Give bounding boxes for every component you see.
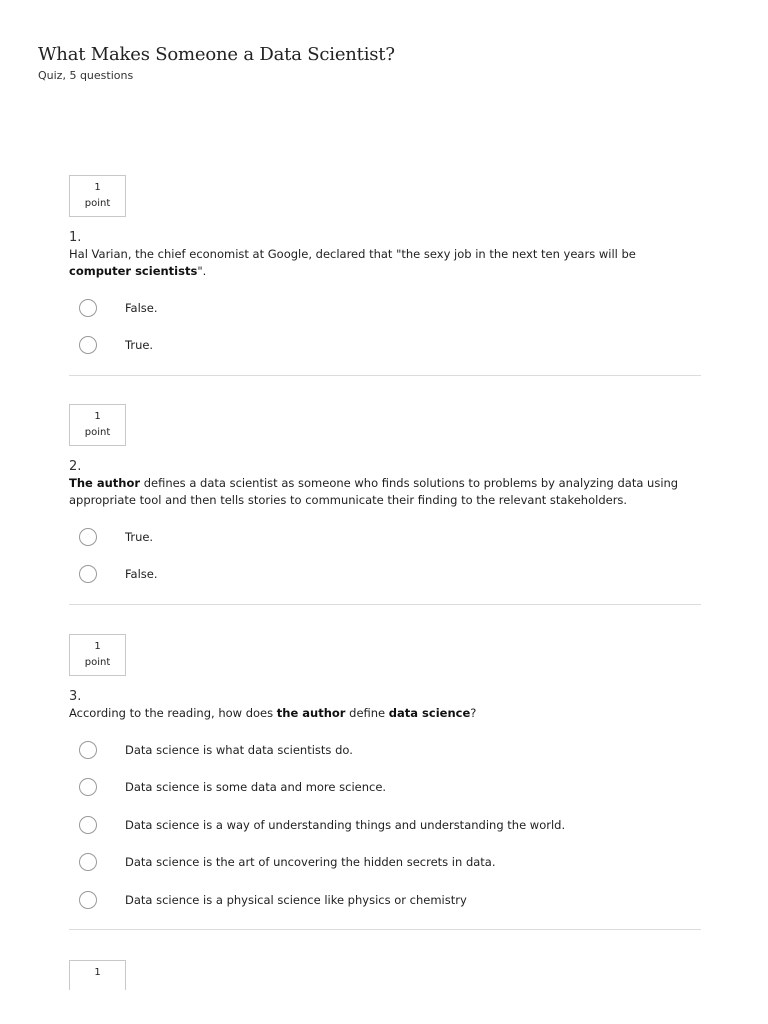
points-box: [69, 175, 126, 217]
points-box: [69, 960, 126, 990]
question-4: [69, 960, 126, 990]
radio-button[interactable]: [79, 778, 97, 796]
answer-option[interactable]: [69, 518, 701, 556]
radio-button[interactable]: [79, 891, 97, 909]
answer-option-label[interactable]: True.: [125, 529, 154, 544]
points-value: 1: [94, 411, 101, 422]
points-box: [69, 634, 126, 676]
question-text-bold: the author: [276, 706, 346, 720]
question-number: 3.: [69, 689, 82, 704]
question-text: [69, 246, 701, 280]
points-unit: point: [84, 657, 111, 668]
question-number: 1.: [69, 230, 82, 245]
answer-option-label[interactable]: False.: [125, 300, 158, 315]
answer-option-label[interactable]: False.: [125, 567, 158, 582]
answer-option[interactable]: [69, 881, 701, 919]
answer-option-label[interactable]: True.: [125, 338, 154, 353]
answer-option[interactable]: [69, 289, 701, 327]
question-2: [69, 404, 701, 593]
points-box: [69, 404, 126, 446]
answer-option-label[interactable]: Data science is the art of uncovering the hidden secrets in data.: [125, 855, 496, 870]
question-3: [69, 634, 701, 919]
question-divider: [69, 929, 701, 930]
radio-button[interactable]: [79, 853, 97, 871]
answer-option-label[interactable]: Data science is some data and more science.: [125, 780, 387, 795]
question-number: 2.: [69, 459, 82, 474]
question-text-part: defines a data scientist as someone who finds solutions to problems by analyzing data using appropriate tool and then tells stories to communicate their finding to the relevant stakeholders.: [69, 476, 679, 507]
question-text: [69, 475, 701, 509]
question-text-bold: The author: [69, 476, 141, 490]
question-text-part: According to the reading, how does: [69, 706, 277, 720]
answer-option[interactable]: [69, 806, 701, 844]
question-1: [69, 175, 701, 364]
points-unit: point: [84, 198, 111, 209]
radio-button[interactable]: [79, 816, 97, 834]
radio-button[interactable]: [79, 336, 97, 354]
question-text-part: define: [345, 706, 389, 720]
answer-option-label[interactable]: Data science is a way of understanding things and understanding the world.: [125, 817, 566, 832]
radio-button[interactable]: [79, 299, 97, 317]
radio-button[interactable]: [79, 565, 97, 583]
quiz-header: [38, 44, 395, 82]
answer-option[interactable]: [69, 327, 701, 365]
quiz-meta: Quiz, 5 questions: [38, 69, 134, 82]
question-text-part: Hal Varian, the chief economist at Google, declared that "the sexy job in the next ten years will be: [69, 247, 636, 261]
question-divider: [69, 375, 701, 376]
answer-option-label[interactable]: Data science is what data scientists do.: [125, 742, 353, 757]
radio-button[interactable]: [79, 741, 97, 759]
points-value: 1: [94, 967, 101, 978]
question-text-part: ".: [197, 264, 207, 278]
question-text-bold: data science: [388, 706, 471, 720]
answer-options: [69, 518, 701, 593]
question-text-bold: computer scientists: [69, 264, 198, 278]
answer-option-label[interactable]: Data science is a physical science like physics or chemistry: [125, 892, 467, 907]
points-value: 1: [94, 182, 101, 193]
quiz-title: What Makes Someone a Data Scientist?: [38, 44, 395, 65]
answer-options: [69, 731, 701, 919]
answer-option[interactable]: [69, 731, 701, 769]
question-text: [69, 705, 701, 722]
question-text-part: ?: [470, 706, 477, 720]
points-unit: point: [84, 427, 111, 438]
points-value: 1: [94, 641, 101, 652]
answer-options: [69, 289, 701, 364]
radio-button[interactable]: [79, 528, 97, 546]
question-divider: [69, 604, 701, 605]
answer-option[interactable]: [69, 844, 701, 882]
answer-option[interactable]: [69, 556, 701, 594]
answer-option[interactable]: [69, 769, 701, 807]
